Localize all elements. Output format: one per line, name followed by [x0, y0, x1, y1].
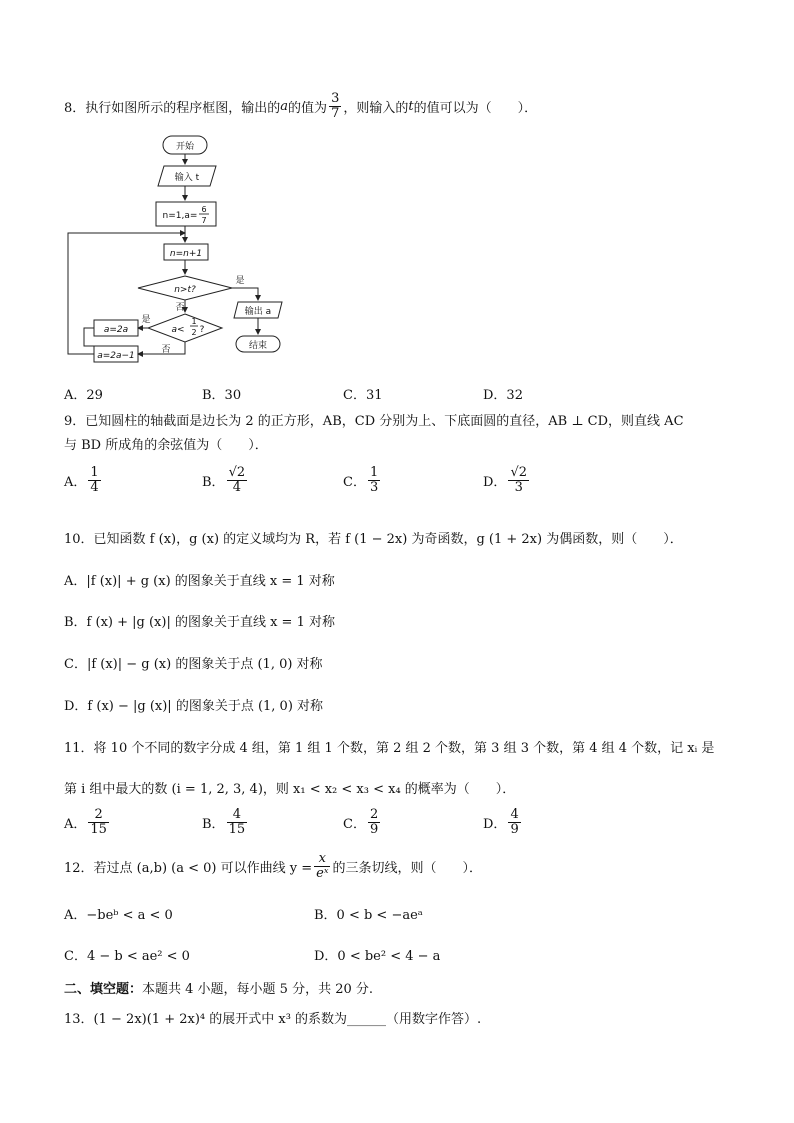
flow-condition1-label: n>t? [174, 285, 196, 295]
q13-stem: 13．(1 − 2x)(1 + 2x)⁴ 的展开式中 x³ 的系数为______（用数字作答）. [64, 1012, 482, 1027]
flow-no1-label: 否 [175, 303, 185, 313]
q10-option-d[interactable]: D．f (x) − |g (x)| 的图象关于点 (1, 0) 对称 [64, 699, 324, 714]
flow-assign-2a-1-label: a=2a−1 [97, 351, 135, 361]
flow-start-label: 开始 [175, 142, 195, 152]
flow-increment-label: n=n+1 [169, 249, 203, 259]
flow-end-label: 结束 [248, 341, 268, 351]
q9-stem-line1: 9．已知圆柱的轴截面是边长为 2 的正方形，AB，CD 分别为上、下底面圆的直径，AB ⊥ CD，则直线 AC [64, 414, 684, 429]
svg-text:2: 2 [191, 328, 197, 337]
q11-option-d[interactable]: D． $\frac{4}{9}$ [483, 807, 519, 837]
q9-option-d[interactable]: D． $\frac{√2}{3}$ [483, 465, 527, 495]
svg-text:7: 7 [201, 216, 207, 225]
q10-option-b[interactable]: B．f (x) + |g (x)| 的图象关于直线 x = 1 对称 [64, 615, 335, 630]
q10-option-a[interactable]: A．|f (x)| + g (x) 的图象关于直线 x = 1 对称 [64, 574, 335, 589]
svg-text:6: 6 [201, 205, 207, 214]
q8-fraction: $\frac{3}{7}$ [331, 91, 340, 121]
flow-no2-label: 否 [161, 345, 171, 355]
q8-stem: 8．执行如图所示的程序框图，输出的 a 的值为 $\frac{3}{7}$ ，则输入的 t 的值可以为（ ）． [64, 91, 538, 121]
svg-text:1: 1 [191, 317, 197, 326]
q9-option-a[interactable]: A． $\frac{1}{4}$ [64, 465, 99, 495]
flow-condition2-diamond [148, 314, 222, 342]
q9-stem-line2: 与 BD 所成角的余弦值为（ ）． [64, 438, 268, 453]
q12-option-c[interactable]: C．4 − b < ae² < 0 [64, 949, 190, 964]
q12-option-b[interactable]: B．0 < b < −aeᵃ [314, 908, 423, 923]
flow-assign-2a-label: a=2a [103, 325, 129, 335]
q9-option-c[interactable]: C． $\frac{1}{3}$ [343, 465, 379, 495]
q8-option-d[interactable]: D．32 [483, 388, 523, 403]
svg-text:?: ? [199, 325, 205, 335]
q9-option-b[interactable]: B． $\frac{√2}{4}$ [202, 465, 246, 495]
q11-stem-line2: 第 i 组中最大的数 (i = 1, 2, 3, 4)，则 x₁ < x₂ < x₃ < x₄ 的概率为（ ）． [64, 782, 516, 797]
section-heading: 二、填空题： 本题共 4 小题，每小题 5 分，共 20 分. [64, 982, 374, 997]
q11-stem-line1: 11．将 10 个不同的数字分成 4 组，第 1 组 1 个数，第 2 组 2 个数，第 3 组 3 个数，第 4 组 4 个数，记 xᵢ 是 [64, 741, 715, 756]
flow-yes2-label: 是 [141, 315, 151, 325]
q11-option-b[interactable]: B． $\frac{4}{15}$ [202, 807, 246, 837]
flow-input-label: 输入 t [174, 173, 200, 183]
q10-option-c[interactable]: C．|f (x)| − g (x) 的图象关于点 (1, 0) 对称 [64, 657, 323, 672]
flow-condition2-label: a< [171, 325, 185, 335]
q8-option-a[interactable]: A．29 [64, 388, 103, 403]
q8-option-c[interactable]: C．31 [343, 388, 383, 403]
q12-stem: 12．若过点 (a,b) (a < 0) 可以作曲线 y = $\frac{x}{\text{eˣ}}$ 的三条切线，则（ ）． [64, 851, 482, 881]
q11-option-a[interactable]: A． $\frac{2}{15}$ [64, 807, 107, 837]
flow-yes1-label: 是 [235, 276, 245, 286]
q12-option-a[interactable]: A．−beᵇ < a < 0 [64, 908, 173, 923]
q12-option-d[interactable]: D．0 < be² < 4 − a [314, 949, 441, 964]
q10-stem: 10．已知函数 f (x)，g (x) 的定义域均为 R，若 f (1 − 2x) 为奇函数，g (1 + 2x) 为偶函数，则（ ）． [64, 532, 683, 547]
flowchart [60, 132, 300, 372]
flow-output-label: 输出 a [244, 307, 272, 317]
q8-option-b[interactable]: B．30 [202, 388, 242, 403]
q11-option-c[interactable]: C． $\frac{2}{9}$ [343, 807, 379, 837]
flow-init-label: n=1,a= [162, 211, 198, 221]
